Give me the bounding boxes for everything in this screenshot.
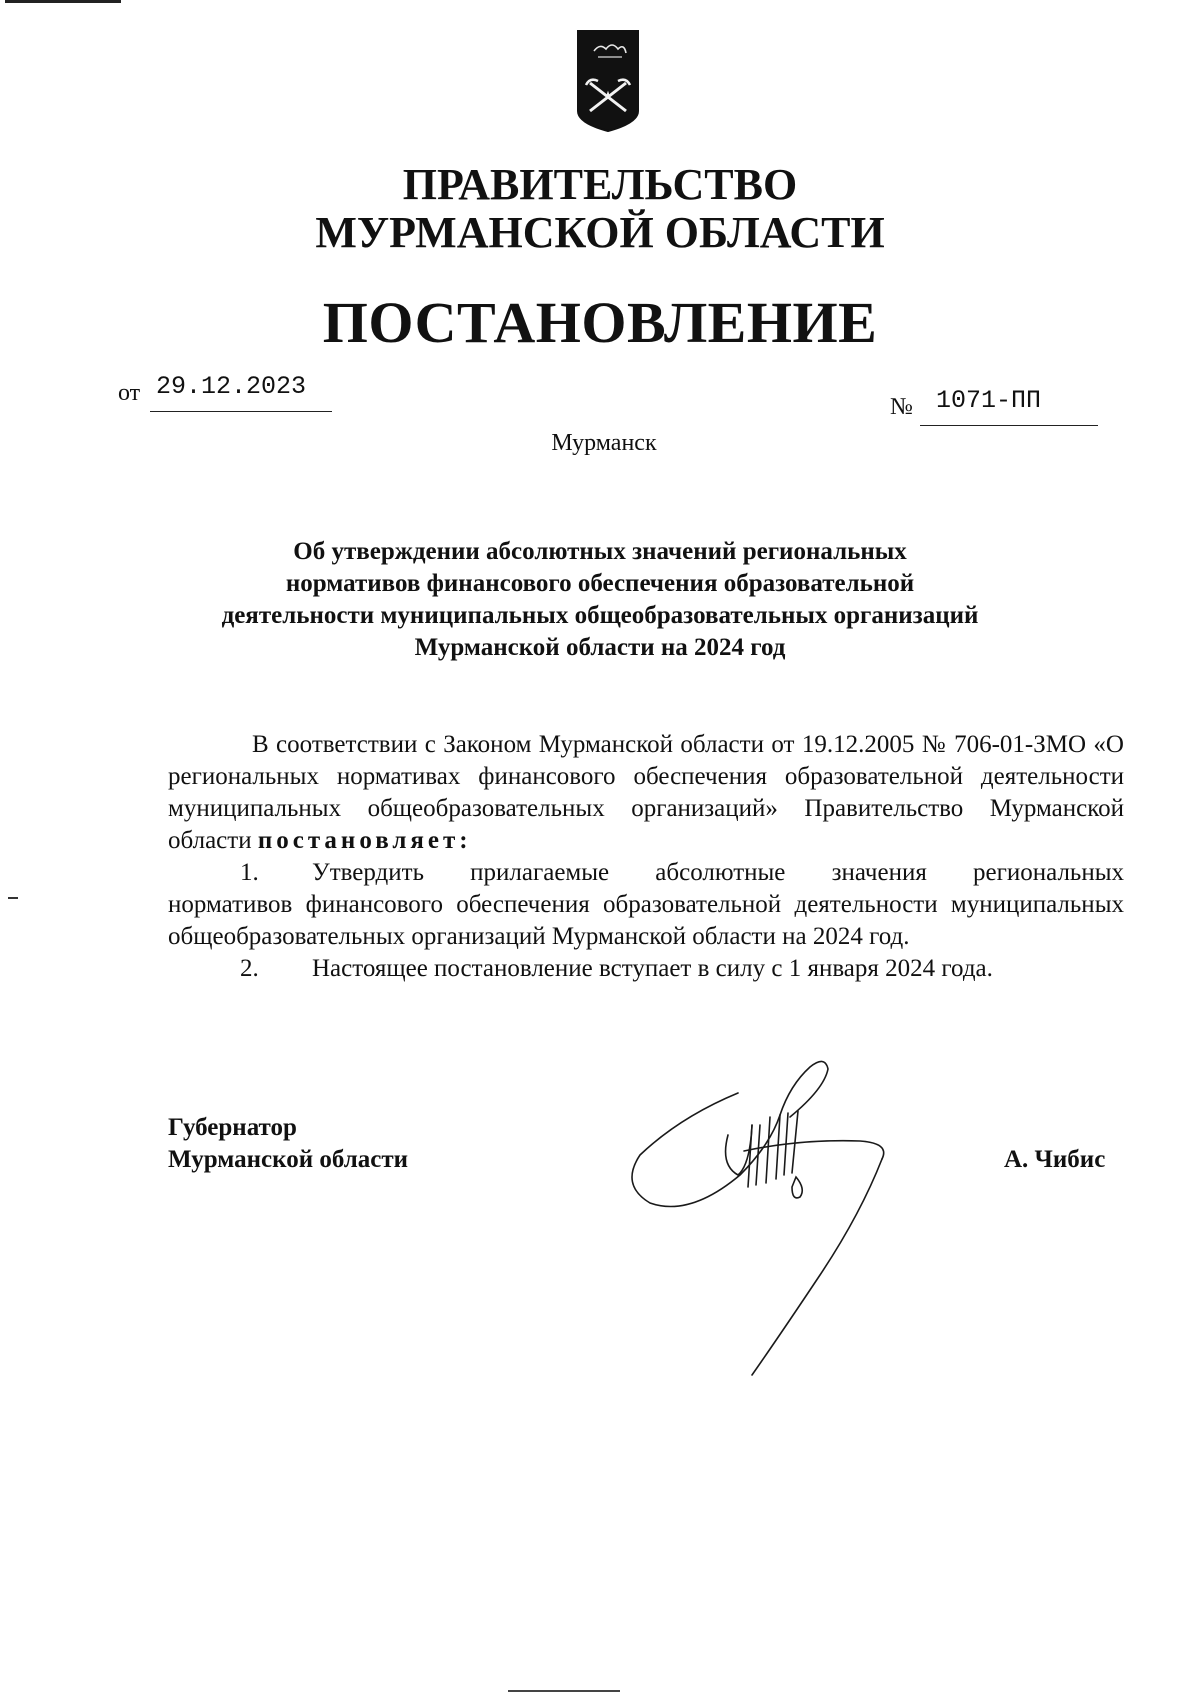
signatory-position xyxy=(168,1112,408,1176)
subject-line: деятельности муниципальных общеобразовательных организаций xyxy=(221,602,979,629)
scan-mark-top xyxy=(5,0,121,3)
list-item xyxy=(168,953,1124,985)
item-text-first-line: Утвердить прилагаемые абсолютные значения региональных xyxy=(312,859,1124,886)
government-title-line-2: МУРМАНСКОЙ ОБЛАСТИ xyxy=(315,208,885,257)
document-subject xyxy=(150,536,1050,664)
document-number: 1071-ПП xyxy=(920,386,1098,426)
document-date: 29.12.2023 xyxy=(150,372,332,412)
resolves-word: постановляет: xyxy=(257,827,472,854)
scan-mark-side xyxy=(8,897,18,899)
handwritten-signature-icon xyxy=(620,1055,920,1385)
list-item xyxy=(168,857,1124,889)
subject-line: Мурманской области на 2024 год xyxy=(414,634,786,661)
coat-of-arms-icon xyxy=(576,29,640,133)
scan-mark-bottom xyxy=(508,1690,620,1692)
document-body xyxy=(168,729,1124,985)
intro-paragraph xyxy=(168,729,1124,857)
date-label: от xyxy=(118,380,141,406)
item-text: Настоящее постановление вступает в силу с 1 января 2024 года. xyxy=(312,955,993,982)
position-line: Мурманской области xyxy=(168,1146,409,1173)
subject-line: Об утверждении абсолютных значений региональных xyxy=(293,538,907,565)
item-number: 1. xyxy=(240,859,259,886)
document-type-title: ПОСТАНОВЛЕНИЕ xyxy=(322,290,878,355)
government-title-line-1: ПРАВИТЕЛЬСТВО xyxy=(402,160,798,209)
intro-text: В соответствии с Законом Мурманской области от 19.12.2005 № 706-01-ЗМО «О региональных нормативах финансового обеспечения образовательной деятельности муниципальных общеобразовательных организаций» Правительство Мурманской области xyxy=(168,731,1124,854)
position-line: Губернатор xyxy=(168,1114,297,1141)
number-label: № xyxy=(890,394,913,420)
signatory-name: А. Чибис xyxy=(1004,1146,1106,1173)
item-number: 2. xyxy=(240,955,259,982)
city-name: Мурманск xyxy=(551,430,657,456)
subject-line: нормативов финансового обеспечения образовательной xyxy=(285,570,915,597)
item-text-continuation: нормативов финансового обеспечения образовательной деятельности муниципальных общеобразовательных организаций Мурманской области на 2024 год. xyxy=(168,891,1124,950)
